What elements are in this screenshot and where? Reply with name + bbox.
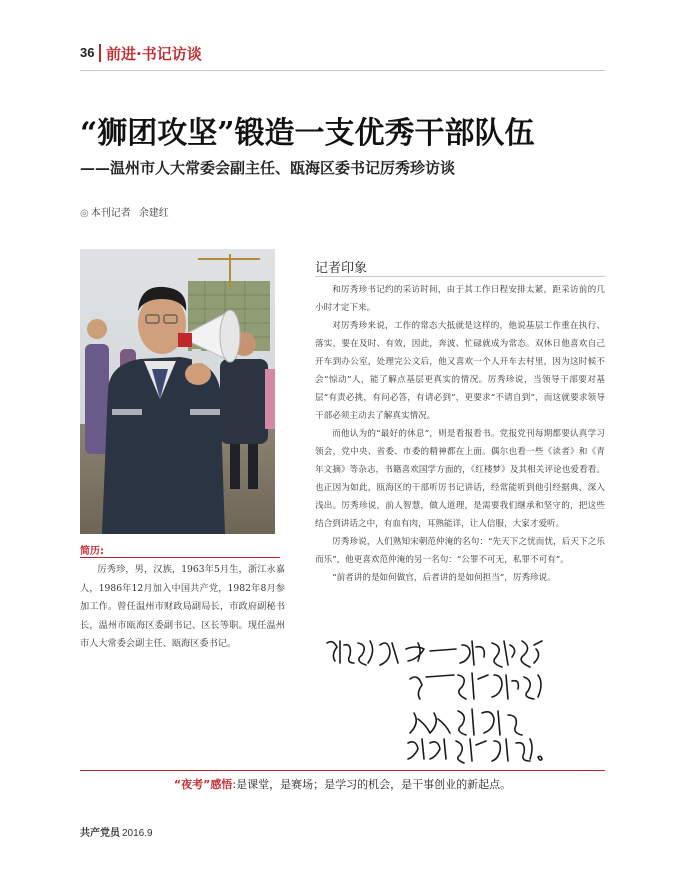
bio-text: 厉秀珍，男，汉族，1963年5月生，浙江永嘉人，1986年12月加入中国共产党，1982年8月参加工作。曾任温州市财政局副局长，市政府副秘书长，温州市瓯海区委副书记、区长等职。现任温州市人大常委会副主任、瓯海区委书记。 [80,564,285,649]
bio-rule [80,557,280,558]
byline-name: 余建红 [138,208,169,219]
pull-quote-colon: : [232,778,237,791]
page-number: 36 [80,45,95,60]
impression-paragraph: 和厉秀珍书记约的采访时间，由于其工作日程安排太紧，距采访前的几小时才定下来。 [315,285,605,313]
bio-heading: 简历: [80,546,104,557]
byline [80,204,169,219]
pull-quote-text: 是课堂，是赛场；是学习的机会，是干事创业的新起点。 [236,778,512,791]
impression-body [315,281,605,587]
footer-rule [80,770,605,771]
article-subtitle: ——温州市人大常委会副主任、瓯海区委书记厉秀珍访谈 [80,159,456,177]
magazine-issue: 2016.9 [122,828,153,839]
header-rule [80,70,605,71]
impression-paragraph: “前者讲的是如何做官，后者讲的是如何担当”，厉秀珍说。 [332,573,556,583]
impression-paragraph: 而他认为的“最好的休息”，则是看报看书。党报党刊每期都要认真学习领会，党中央、省委、市委的精神都在上面。偶尔也看一些《读者》和《青年文摘》等杂志，书籍喜欢国学方面的，《红楼梦》及其相关评论也爱看看。也正因为如此，瓯海区的干部听厉书记讲话，经常能听到他引经据典，深入浅出。厉秀珍说，前人智慧，做人道理，是需要我们继承和坚守的，把这些结合到讲话之中，有血有肉，耳熟能详，让人信服，大家才爱听。 [315,429,605,529]
byline-mark-icon: ◎ [80,208,89,219]
impression-rule [315,276,605,277]
header-divider [99,44,101,62]
section-title: 前进·书记访谈 [106,45,202,63]
pull-quote-label: “夜考”感悟 [173,778,233,791]
magazine-footer [80,824,153,839]
impression-heading: 记者印象 [315,261,368,276]
magazine-name: 共产党员 [80,828,120,839]
portrait-photo-illustration [80,249,275,534]
pull-quote [80,776,605,792]
impression-paragraph: 厉秀珍说，人们熟知宋朝范仲淹的名句：“先天下之忧而忧，后天下之乐而乐”，他更喜欢范仲淹的另一名句：“公罪不可无，私罪不可有”。 [315,537,605,565]
article-title: “狮团攻坚”锻造一支优秀干部队伍 [80,116,535,151]
impression-paragraph: 对厉秀珍来说，工作的常态大抵就是这样的，他说基层工作重在执行、落实，要在及时、有效，因此，奔波、忙碌就成为常态。双休日他喜欢自己开车到办公室，处理完公文后，他又喜欢一个人开车去村里，因为这时候不会“惊动”人，能了解点基层更真实的情况。厉秀珍说，当领导干部要对基层“有责必挑，有问必答，有请必到”，更要求“不请自到”，而这就要求领导干部必须主动去了解真实情况。 [315,321,605,421]
portrait-photo [80,249,275,534]
handwritten-inscription [322,635,607,765]
byline-role: 本刊记者 [90,208,131,219]
handwritten-inscription-illustration [322,635,607,765]
